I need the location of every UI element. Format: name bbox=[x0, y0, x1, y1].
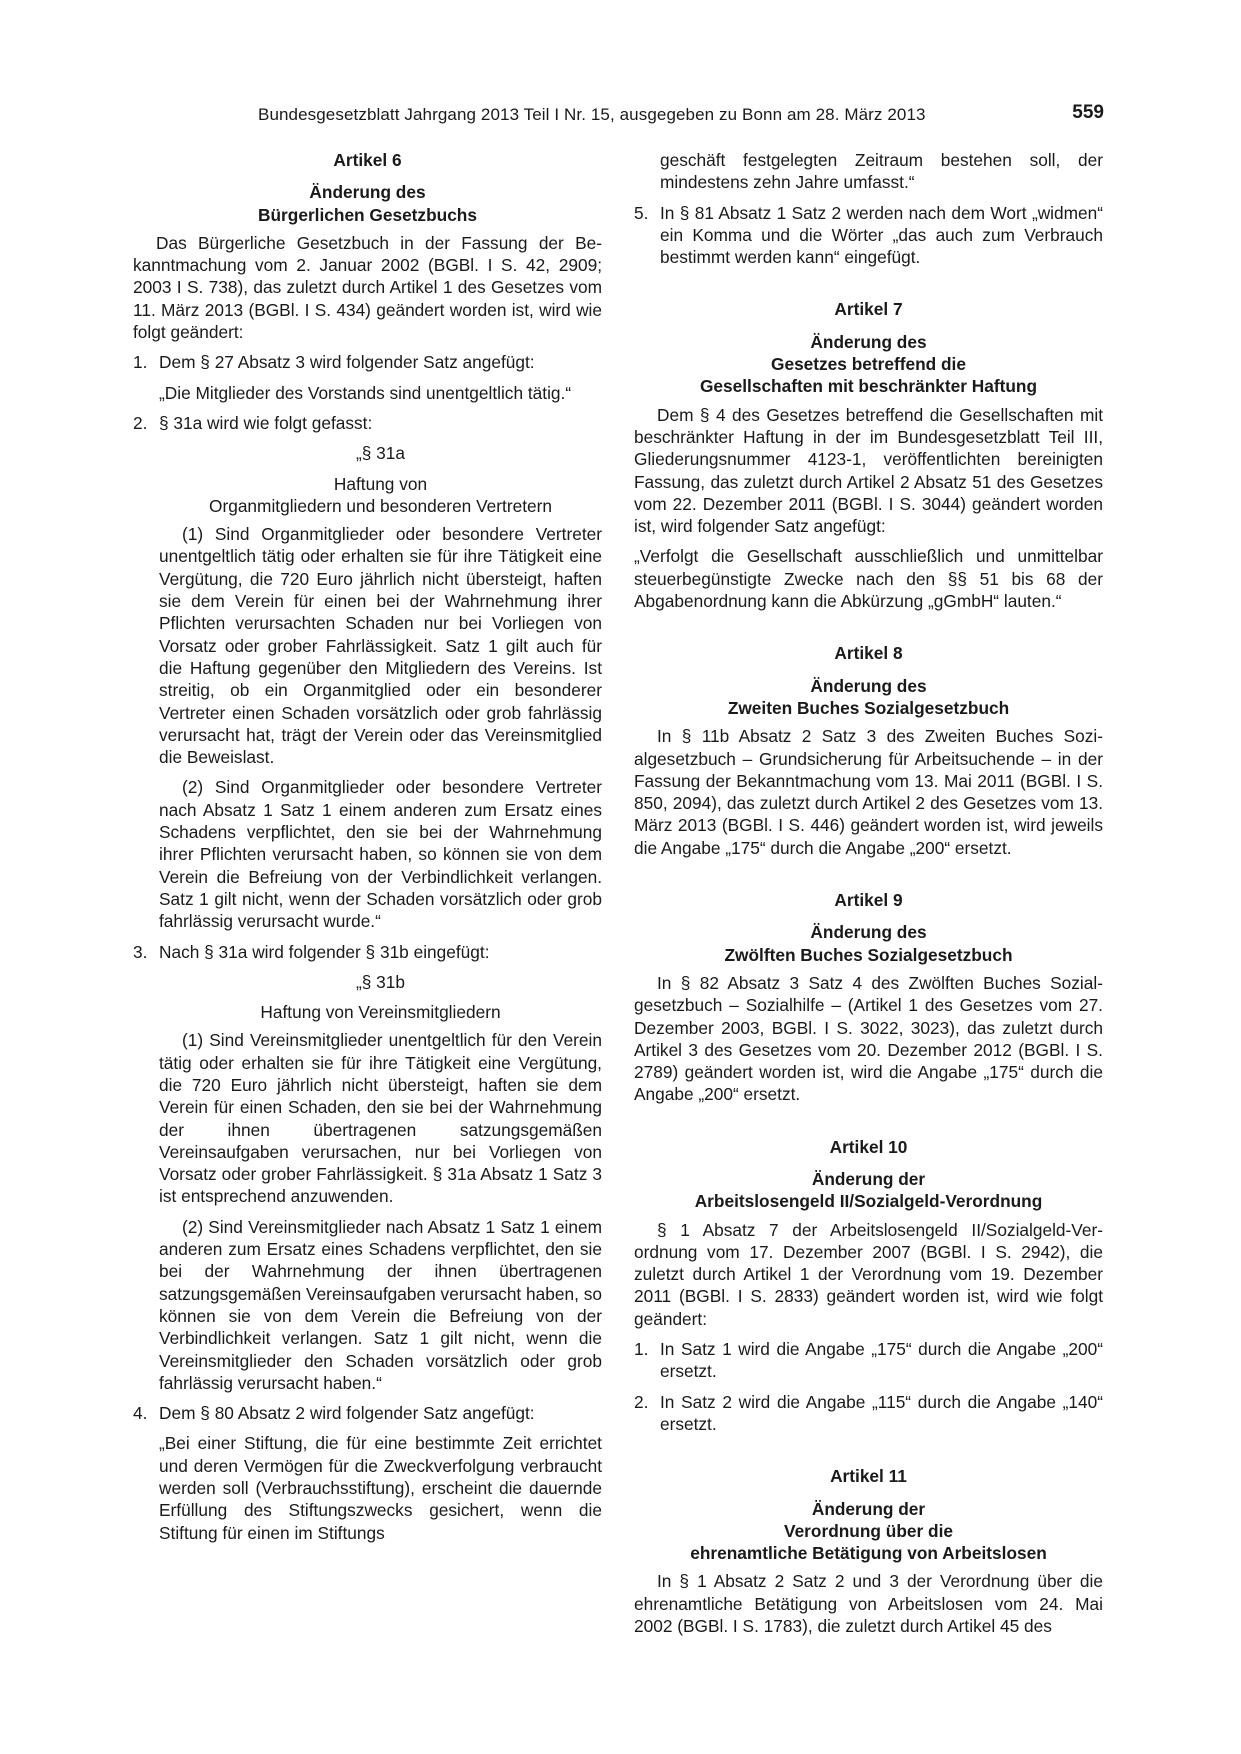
section-31a-heading-1: Haftung von bbox=[333, 473, 428, 494]
section-31b-para-2: (2) Sind Vereinsmitglieder nach Absatz 1 Satz 1 einem anderen zum Ersatz eines Schadens verpflichtet, den sie bei der Wahrnehmung der ihnen übertragenen satzungsgemäßen Vereinsaufgaben verursacht haben, so können sie von dem Verein die Befreiung von der Verbindlichkeit verlangen. Satz 1 gilt nicht, wenn die Vereinsmitglieder den Schaden vorsätzlich oder grob fahrlässig verursacht haben.“ bbox=[159, 1216, 602, 1393]
article-9-para: In § 82 Absatz 3 Satz 4 des Zwölften Buches Sozialgesetzbuch – Sozialhilfe – (Artikel 1 des Gesetzes vom 27. Dezember 2003, BGBl. I S. 3022, 3023), das zuletzt durch Artikel 3 des Gesetzes vom 20. Dezember 2012 (BGBl. I S. 2789) geändert worden ist, wird die Angabe „175“ durch die Angabe „200“ ersetzt. bbox=[634, 972, 1103, 1105]
article-6-intro: Das Bürgerliche Gesetzbuch in der Fassung der Bekanntmachung vom 2. Januar 2002 (BGBl. I S. 42, 2909; 2003 I S. 738), das zuletzt durch Artikel 1 des Gesetzes vom 11. März 2013 (BGBl. I S. 434) geändert worden ist, wird wie folgt geändert: bbox=[133, 232, 602, 343]
article-9-title: Artikel 9 bbox=[834, 890, 903, 911]
list-item-number: 3. bbox=[133, 941, 148, 962]
list-item-text: Dem § 80 Absatz 2 wird folgender Satz angefügt: bbox=[159, 1403, 535, 1424]
list-item-number: 1. bbox=[133, 352, 148, 373]
list-item-3 bbox=[133, 941, 602, 963]
list-item-5 bbox=[634, 202, 1103, 269]
spacer bbox=[634, 1114, 1103, 1136]
section-31b-heading: Haftung von Vereinsmitgliedern bbox=[260, 1002, 501, 1023]
section-31b-title: „§ 31b bbox=[355, 971, 405, 992]
section-31a-title: „§ 31a bbox=[355, 443, 405, 464]
article-7-subtitle-3: Gesellschaften mit beschränkter Haftung bbox=[699, 376, 1038, 397]
article-8-title: Artikel 8 bbox=[834, 643, 903, 664]
list-item-text: § 31a wird wie folgt gefasst: bbox=[159, 412, 373, 433]
page-header bbox=[258, 100, 1104, 130]
article-8-para: In § 11b Absatz 2 Satz 3 des Zweiten Buches Sozialgesetzbuch – Grundsicherung für Arbeitsuchende – in der Fassung der Bekanntmachung vom 13. Mai 2011 (BGBl. I S. 850, 2094), das zuletzt durch Artikel 2 des Gesetzes vom 13. März 2013 (BGBl. I S. 446) geändert worden ist, wird jeweils die Angabe „175“ durch die Angabe „200“ ersetzt. bbox=[634, 726, 1103, 858]
list-item-text: In Satz 1 wird die Angabe „175“ durch die Angabe „200“ ersetzt. bbox=[660, 1339, 1103, 1382]
list-item-text: In Satz 2 wird die Angabe „115“ durch die Angabe „140“ ersetzt. bbox=[660, 1391, 1103, 1434]
article-11-title: Artikel 11 bbox=[830, 1466, 907, 1487]
section-31b-block bbox=[159, 971, 602, 1394]
article-10-para: § 1 Absatz 7 der Arbeitslosengeld II/Sozialgeld-Verordnung vom 17. Dezember 2007 (BGBl. I S. 2942), die zuletzt durch Artikel 1 der Verordnung vom 19. Dezember 2011 (BGBl. I S. 2833) geändert worden ist, wird wie folgt geändert: bbox=[634, 1219, 1103, 1329]
quote-27: „Die Mitglieder des Vorstands sind unentgeltlich tätig.“ bbox=[159, 382, 572, 403]
article-8-subtitle-2: Zweiten Buches Sozialgesetzbuch bbox=[727, 697, 1010, 718]
article-11-subtitle-1: Änderung der bbox=[811, 1498, 926, 1519]
article-7-title: Artikel 7 bbox=[834, 299, 903, 320]
article-6-subtitle-1: Änderung des bbox=[309, 182, 426, 203]
spacer bbox=[634, 276, 1103, 298]
article-10-item-2 bbox=[634, 1391, 1103, 1436]
list-item-4 bbox=[133, 1402, 602, 1424]
list-item-2 bbox=[133, 412, 602, 434]
list-item-number: 2. bbox=[133, 412, 148, 433]
article-7-subtitle-2: Gesetzes betreffend die bbox=[771, 354, 966, 375]
right-column bbox=[634, 149, 1103, 1645]
article-6-title: Artikel 6 bbox=[333, 150, 402, 170]
list-item-number: 4. bbox=[133, 1403, 148, 1424]
list-item-text: Dem § 27 Absatz 3 wird folgender Satz angefügt: bbox=[159, 352, 535, 373]
spacer bbox=[634, 1443, 1103, 1465]
section-31b-para-1: (1) Sind Vereinsmitglieder unentgeltlich für den Verein tätig oder erhalten sie für ihre Tätigkeit eine Vergütung, die 720 Euro jährlich nicht übersteigt, haften sie dem Verein für einen Schaden, den sie bei der Wahrnehmung der ihnen übertragenen satzungsgemäßen Vereinsaufgaben verursachen, nur bei Vorliegen von Vorsatz oder grober Fahrlässigkeit. § 31a Absatz 1 Satz 3 ist entsprechend anzuwenden. bbox=[159, 1030, 602, 1207]
article-10-subtitle-2: Arbeitslosengeld II/Sozialgeld-Verordnung bbox=[694, 1191, 1043, 1212]
article-7-subtitle-1: Änderung des bbox=[810, 331, 927, 352]
article-10-subtitle-1: Änderung der bbox=[811, 1168, 926, 1189]
list-item-text: In § 81 Absatz 1 Satz 2 werden nach dem Wort „widmen“ ein Komma und die Wörter „das auch zum Verbrauch bestimmt werden kann“ eingefügt. bbox=[660, 202, 1103, 268]
list-item-number: 1. bbox=[634, 1339, 649, 1360]
article-9-subtitle-2: Zwölften Buches Sozialgesetzbuch bbox=[724, 944, 1013, 965]
spacer bbox=[634, 867, 1103, 889]
list-item-number: 5. bbox=[634, 202, 649, 223]
section-31a-para-2: (2) Sind Organmitglieder oder besondere Vertreter nach Absatz 1 Satz 1 einem anderen zum Ersatz eines Schadens verpflichtet, den sie bei der Wahrnehmung ihrer Pflichten verursacht haben, so können sie von dem Verein die Befreiung von der Verbindlichkeit verlangen. Satz 1 gilt nicht, wenn der Schaden vorsätzlich oder grob fahrlässig verursacht wurde.“ bbox=[159, 777, 602, 932]
article-6-subtitle-2: Bürgerlichen Gesetzbuchs bbox=[258, 204, 477, 225]
article-9-subtitle-1: Änderung des bbox=[810, 922, 927, 943]
article-11-subtitle-2: Verordnung über die bbox=[784, 1520, 953, 1541]
section-31a-para-1: (1) Sind Organmitglieder oder besondere Vertreter unentgeltlich tätig oder erhalten sie für ihre Tätigkeit eine Vergütung, die 720 Euro jährlich nicht übersteigt, haften sie dem Verein für einen bei der Wahrnehmung ihrer Pflichten verursachten Schaden nur bei Vorliegen von Vorsatz oder grober Fahrlässigkeit. Satz 1 gilt auch für die Haftung gegenüber den Mitgliedern des Vereins. Ist streitig, ob ein Organmitglied oder ein besonderer Vertreter einen Schaden vorsätzlich oder grob fahrlässig verursacht hat, trägt der Verein oder das Vereinsmitglied die Beweislast. bbox=[159, 524, 602, 768]
spacer bbox=[634, 620, 1103, 642]
article-10-item-1 bbox=[634, 1338, 1103, 1383]
left-column bbox=[133, 149, 602, 1552]
section-31a-heading-2: Organmitgliedern und besonderen Vertretern bbox=[209, 495, 552, 516]
article-10-title: Artikel 10 bbox=[829, 1136, 908, 1157]
section-31a-block bbox=[159, 442, 602, 932]
article-11-para: In § 1 Absatz 2 Satz 2 und 3 der Verordnung über die ehrenamtliche Betätigung von Arbeitslosen vom 24. Mai 2002 (BGBl. I S. 1783), die zuletzt durch Artikel 45 des bbox=[634, 1571, 1103, 1637]
article-11-subtitle-3: ehrenamtliche Betätigung von Arbeitslosen bbox=[690, 1543, 1047, 1564]
article-7-quote: „Verfolgt die Gesellschaft ausschließlich und unmittelbar steuerbegünstigte Zwecke nach den §§ 51 bis 68 der Abgabenordnung kann die Abkürzung „gGmbH“ lauten.“ bbox=[634, 546, 1103, 612]
page-number: 559 bbox=[1072, 102, 1104, 123]
list-item-number: 2. bbox=[634, 1391, 649, 1412]
list-item-text: Nach § 31a wird folgender § 31b eingefügt: bbox=[159, 941, 490, 962]
list-item-1 bbox=[133, 351, 602, 373]
article-8-subtitle-1: Änderung des bbox=[810, 675, 927, 696]
running-title: Bundesgesetzblatt Jahrgang 2013 Teil I Nr. 15, ausgegeben zu Bonn am 28. März 2013 bbox=[258, 105, 926, 124]
quote-80-continued: geschäft festgelegten Zeitraum bestehen soll, der mindestens zehn Jahre umfasst.“ bbox=[660, 150, 1103, 193]
quote-80: „Bei einer Stiftung, die für eine bestimmte Zeit errichtet und deren Vermögen für die Zweckverfolgung verbraucht werden soll (Verbrauchsstiftung), erscheint die dauernde Erfüllung des Stiftungszwecks gesichert, wenn die Stiftung für einen im Stiftungs bbox=[159, 1433, 602, 1543]
article-7-para: Dem § 4 des Gesetzes betreffend die Gesellschaften mit beschränkter Haftung in der im Bundesgesetzblatt Teil III, Gliederungsnummer 4123-1, veröffentlichten bereinigten Fassung, das zuletzt durch Artikel 2 Absatz 51 des Gesetzes vom 22. Dezember 2011 (BGBl. I S. 3044) geändert worden ist, wird folgender Satz angefügt: bbox=[634, 404, 1103, 537]
